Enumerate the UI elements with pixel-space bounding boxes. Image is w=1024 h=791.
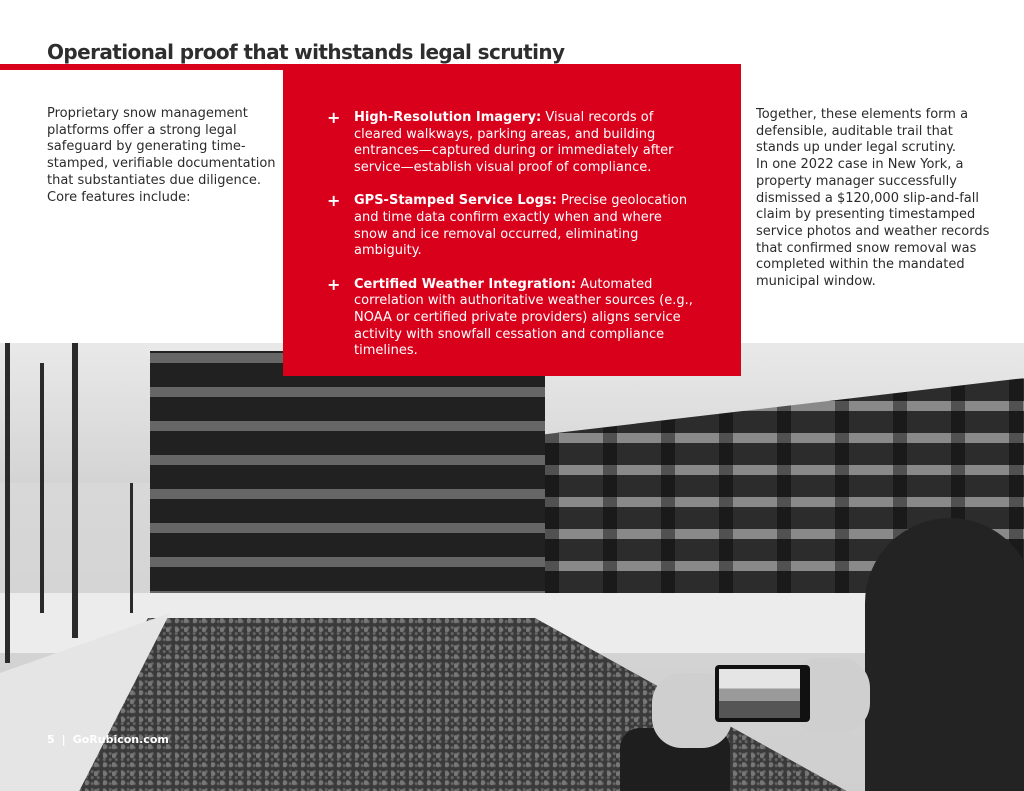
- features-panel: [283, 66, 741, 376]
- photo-tree: [72, 343, 78, 638]
- photo-smartphone: [715, 665, 810, 722]
- hero-photo: [0, 343, 1024, 791]
- conclusion-case-example: In one 2022 case in New York, a property manager successfully dismissed a $120,000 slip-and-fall claim by presenting timestamped service photos and weather records that confirmed snow removal was completed within the mandated municipal window.: [756, 157, 990, 290]
- page-number: 5: [47, 733, 55, 746]
- photo-tree: [130, 483, 133, 613]
- photo-smartphone-screen: [719, 669, 800, 718]
- photo-tree: [5, 343, 10, 663]
- footer-site-link[interactable]: GoRubicon.com: [72, 733, 169, 746]
- features-list: [327, 110, 697, 377]
- plus-icon: +: [327, 108, 341, 127]
- feature-text: Automated correlation with authoritative weather sources (e.g., NOAA or certified private providers) aligns service activity with snowfall cessation and compliance timelines.: [354, 276, 693, 359]
- page-footer: [47, 733, 169, 746]
- plus-icon: +: [327, 274, 341, 294]
- photo-tree: [40, 363, 44, 613]
- page-title: Operational proof that withstands legal scrutiny: [47, 40, 565, 64]
- feature-item: [327, 110, 697, 177]
- footer-separator: |: [61, 733, 66, 746]
- photo-building-left: [150, 351, 545, 601]
- conclusion-paragraph: [756, 107, 996, 291]
- feature-text: Precise geolocation and time data confirm exactly when and where snow and ice removal occurred, eliminating ambiguity.: [354, 193, 688, 259]
- photo-person: [865, 518, 1024, 791]
- feature-title: Certified Weather Integration:: [354, 276, 577, 292]
- conclusion-summary: Together, these elements form a defensible, auditable trail that stands up under legal scrutiny.: [756, 107, 969, 156]
- feature-title: High-Resolution Imagery:: [354, 110, 542, 125]
- plus-icon: +: [327, 191, 341, 211]
- feature-item: [327, 193, 697, 260]
- intro-paragraph: Proprietary snow management platforms offer a strong legal safeguard by generating time-stamped, verifiable documentation that substantiates due diligence. Core features include:: [47, 106, 276, 205]
- feature-item: [327, 274, 697, 361]
- feature-text: Visual records of cleared walkways, parking areas, and building entrances—captured during or immediately after service—establish visual proof of compliance.: [354, 110, 674, 176]
- feature-title: GPS-Stamped Service Logs:: [354, 193, 557, 209]
